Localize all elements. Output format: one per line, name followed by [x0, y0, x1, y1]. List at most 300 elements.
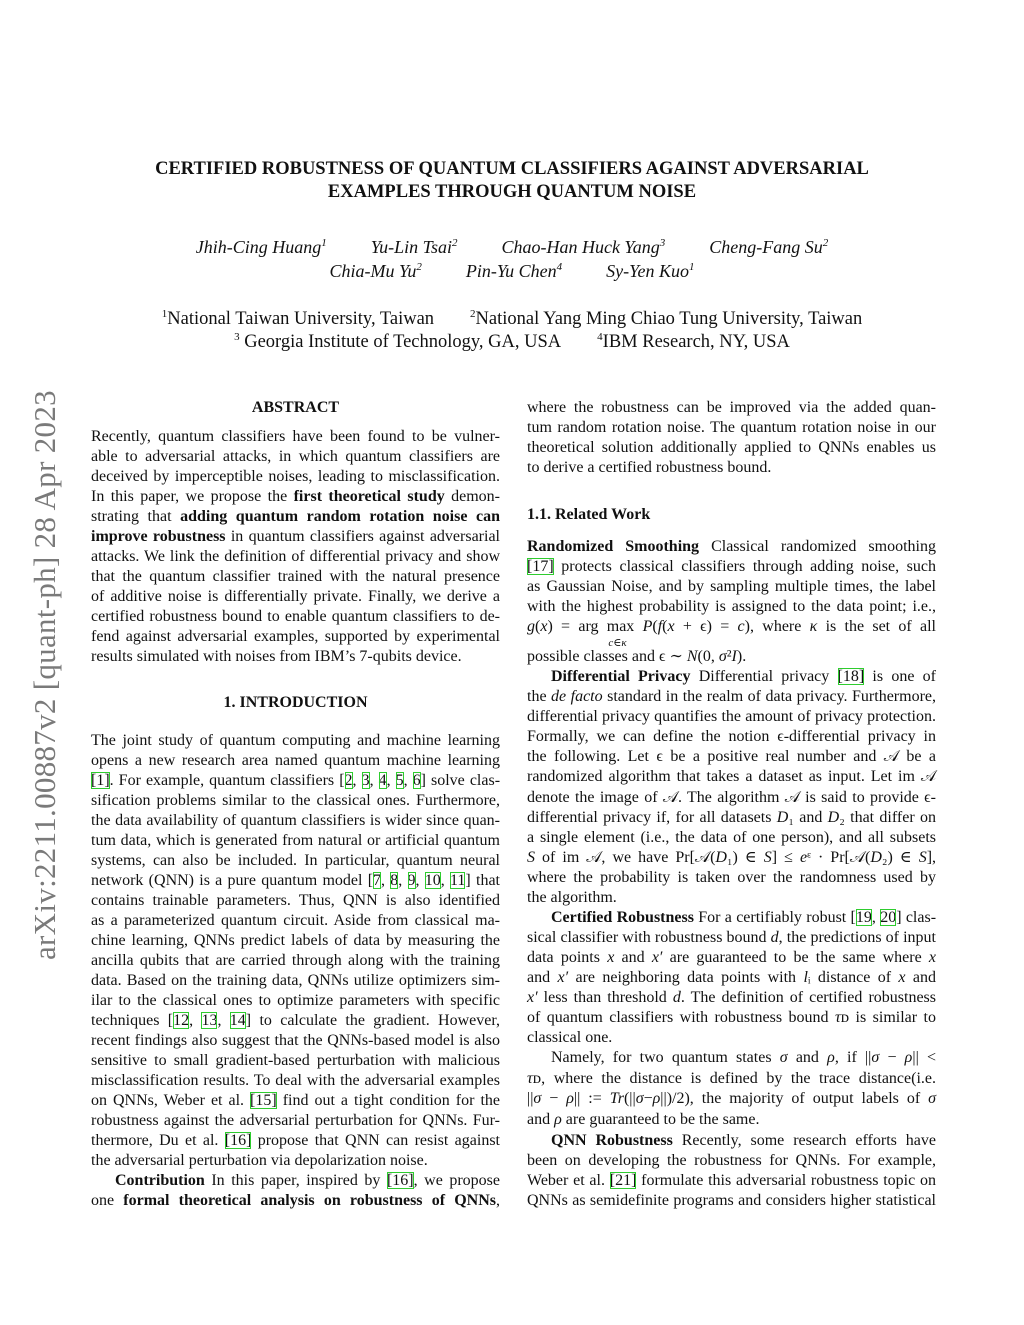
- text-line: [527, 788, 936, 808]
- citation-link[interactable]: 12: [173, 1012, 190, 1029]
- math-symbol: I: [731, 648, 737, 665]
- math-symbol: x: [540, 618, 548, 635]
- text-run: Namely, for two quantum states: [551, 1049, 780, 1066]
- text-line: [91, 991, 500, 1011]
- text-run: thermore, Du et al.: [91, 1132, 225, 1149]
- citation-link[interactable]: [1]: [91, 772, 110, 789]
- math-symbol: ρ: [566, 1090, 574, 1108]
- text-run: ,: [415, 872, 425, 889]
- bold-text: Contribution: [115, 1172, 205, 1189]
- text-line: [91, 731, 500, 751]
- text-line: [527, 1131, 936, 1151]
- math-symbol: S: [918, 848, 927, 866]
- paragraph: [527, 908, 936, 1048]
- text-run: ] solve clas-: [420, 772, 501, 789]
- text-run: the following. Let ϵ be a positive real number and 𝒜 be a: [527, 748, 936, 766]
- text-run: to derive a certified robustness bound.: [527, 459, 772, 476]
- citation-link[interactable]: 10: [424, 872, 441, 889]
- text-run: in quantum classifiers against adversarial: [225, 528, 500, 545]
- text-line: [527, 505, 936, 525]
- math-symbol: D: [870, 848, 882, 866]
- text-line: [527, 667, 936, 687]
- math-symbol: de facto: [551, 688, 603, 706]
- section-heading: [91, 693, 500, 713]
- text-run: ), where: [744, 618, 810, 635]
- text-line: [91, 1191, 500, 1211]
- text-line: [527, 1028, 936, 1048]
- text-run: chine learning, QNNs predict labels of data by measuring the: [91, 932, 500, 949]
- author-name: Cheng-Fang Su: [709, 237, 823, 257]
- text-run: on QNNs, Weber et al.: [91, 1092, 251, 1109]
- text-line: [91, 547, 500, 567]
- bold-text: QNN Robustness: [551, 1132, 673, 1149]
- text-run: and: [527, 1110, 555, 1128]
- citation-link[interactable]: 11: [450, 872, 466, 889]
- text-run: certified robustness bound to enable quantum classifiers to de-: [91, 608, 500, 625]
- text-run: ,: [386, 772, 396, 789]
- text-run: ,: [440, 872, 451, 889]
- author: [466, 261, 562, 281]
- text-run: ABSTRACT: [251, 399, 340, 416]
- text-line: [91, 587, 500, 607]
- math-symbol: S: [527, 848, 535, 866]
- text-run: classical one.: [527, 1029, 613, 1046]
- author-affiliation-mark: 2: [451, 237, 458, 249]
- author: [371, 237, 458, 257]
- math-symbol: x: [607, 949, 615, 966]
- text-run: ᴅ is similar to: [840, 1009, 937, 1026]
- author-affiliation-mark: 2: [822, 237, 829, 249]
- math-symbol: σ: [871, 1049, 880, 1066]
- bold-text: adding quantum random rotation noise can: [180, 508, 501, 525]
- author-row: [0, 260, 1024, 282]
- citation-link[interactable]: [21]: [609, 1172, 637, 1189]
- text-line: [527, 577, 936, 597]
- text-line: [91, 607, 500, 627]
- text-line: [527, 1191, 936, 1211]
- text-line: [91, 1031, 500, 1051]
- citation-link[interactable]: 13: [201, 1012, 218, 1029]
- author-row: [0, 236, 1024, 258]
- affiliation-mark: 2: [470, 308, 476, 320]
- math-symbol: τ: [834, 1009, 841, 1026]
- author-affiliation-mark: 2: [416, 261, 422, 273]
- text-run: formulate this adversarial robustness topic on: [636, 1172, 936, 1189]
- text-run: Differential privacy: [690, 668, 838, 685]
- affiliation: [470, 309, 862, 329]
- text-line: [527, 808, 936, 828]
- math-symbol: σ: [718, 648, 727, 665]
- text-run: differential privacy if, for all datasets: [527, 808, 777, 826]
- text-run: network (QNN) is a pure quantum model [: [91, 872, 374, 889]
- text-run: ,: [496, 1192, 500, 1209]
- citation-link[interactable]: 7: [373, 872, 382, 889]
- citation-link[interactable]: 20: [880, 909, 897, 926]
- text-line: [527, 1069, 936, 1090]
- math-symbol: d: [672, 989, 681, 1006]
- paragraph: [527, 667, 936, 908]
- text-line: [527, 1171, 936, 1191]
- text-line: [527, 687, 936, 707]
- math-symbol: x: [667, 618, 675, 635]
- text-line: [527, 747, 936, 767]
- text-run: + ϵ) =: [674, 618, 738, 635]
- text-run: are guaranteed to be the same.: [561, 1110, 760, 1128]
- math-symbol: ρ: [554, 1110, 562, 1128]
- affiliation-row: [0, 308, 1024, 330]
- text-run: sensitive to small gradient-based perturbation with malicious: [91, 1052, 500, 1069]
- author-affiliation-mark: 3: [659, 237, 666, 249]
- text-line: [91, 1171, 500, 1191]
- text-line: [91, 931, 500, 951]
- text-run: that the quantum classifier trained with the natural presence: [91, 568, 500, 585]
- text-run: . For example, quantum classifiers [: [109, 772, 345, 789]
- math-symbol: σ: [779, 1049, 788, 1066]
- text-run: The joint study of quantum computing and machine learning: [91, 732, 500, 749]
- math-symbol: S: [763, 848, 772, 866]
- citation-link[interactable]: 5: [395, 772, 404, 789]
- text-run: one: [91, 1192, 124, 1209]
- text-run: demon-: [444, 488, 501, 505]
- affiliation-mark: 4: [597, 331, 603, 343]
- text-run: results simulated with noises from IBM’s 7-qubits device.: [91, 648, 462, 665]
- math-symbol: ρ: [652, 1090, 661, 1108]
- text-line: [527, 948, 936, 968]
- paragraph: [91, 1171, 500, 1211]
- math-symbol: x′: [651, 949, 663, 966]
- citation-link[interactable]: 14: [229, 1012, 246, 1029]
- paragraph: [91, 427, 500, 667]
- text-line: [527, 828, 936, 848]
- text-line: [91, 871, 500, 891]
- text-run: are neighboring data points with: [568, 969, 804, 986]
- text-run: (: [662, 618, 668, 635]
- text-line: [91, 567, 500, 587]
- text-run: ],: [926, 848, 937, 866]
- text-run: ,: [369, 772, 379, 789]
- affiliation-name: Georgia Institute of Technology, GA, USA: [239, 332, 562, 352]
- text-run: || <: [912, 1049, 936, 1066]
- text-run: denote the image of 𝒜. The algorithm 𝒜 is said to provide ϵ-: [527, 788, 936, 806]
- text-run: ||: [527, 1090, 534, 1108]
- author-name: Sy-Yen Kuo: [606, 261, 690, 281]
- text-run: recent findings also suggest that the QNNs-based model is also: [91, 1032, 500, 1049]
- text-line: [91, 427, 500, 447]
- citation-link[interactable]: 2: [344, 772, 353, 789]
- text-run: Formally, we can define the notion ϵ-differential privacy in: [527, 728, 936, 746]
- text-run: are guaranteed to be the same where: [662, 949, 929, 966]
- text-run: ,: [403, 772, 413, 789]
- paper-title: [0, 158, 1024, 204]
- text-line: [527, 848, 936, 868]
- citation-link[interactable]: 19: [855, 909, 872, 926]
- text-line: [91, 693, 500, 713]
- text-run: systems, can also be included. In particular, quantum neural: [91, 852, 500, 869]
- text-line: [91, 831, 500, 851]
- text-line: [91, 627, 500, 647]
- text-run: fend against adversarial examples, supported by experimental: [91, 628, 500, 645]
- text-run: find out a tight condition for the: [276, 1092, 500, 1109]
- citation-link[interactable]: 8: [390, 872, 399, 889]
- bold-text: Randomized Smoothing: [527, 538, 700, 555]
- math-symbol: D: [715, 848, 727, 866]
- text-run: the adversarial perturbation via depolarization noise.: [91, 1152, 428, 1169]
- text-run: [634, 618, 642, 635]
- text-line: [91, 771, 500, 791]
- citation-link[interactable]: [16]: [386, 1172, 414, 1189]
- math-symbol: f: [657, 618, 663, 635]
- text-run: , if ||: [834, 1049, 872, 1066]
- citation-link[interactable]: [15]: [250, 1092, 277, 1109]
- math-symbol: σ: [928, 1090, 936, 1108]
- citation-link[interactable]: [17]: [527, 558, 554, 575]
- text-run: QNNs as semidefinite programs and considers higher statistical: [527, 1192, 936, 1209]
- text-run: data points: [527, 949, 608, 966]
- citation-link[interactable]: 9: [407, 872, 416, 889]
- text-run: the algorithm.: [527, 889, 617, 907]
- text-line: [91, 1091, 500, 1111]
- title-line: EXAMPLES THROUGH QUANTUM NOISE: [327, 182, 697, 202]
- text-run: techniques [: [91, 1012, 174, 1029]
- math-symbol: ρ: [904, 1049, 913, 1066]
- affiliation-row: [0, 331, 1024, 353]
- author-name: Pin-Yu Chen: [465, 261, 557, 281]
- text-run: protects classical classifiers through adding noise, such: [553, 558, 936, 575]
- text-line: [91, 447, 500, 467]
- paragraph: [527, 1048, 936, 1130]
- text-run: ] that: [465, 872, 500, 889]
- text-line: [527, 557, 936, 577]
- text-run: (0,: [697, 648, 719, 665]
- text-run: −: [879, 1049, 905, 1066]
- paragraph: [527, 537, 936, 667]
- text-run: misclassification results. To deal with the adversarial examples: [91, 1072, 500, 1089]
- text-run: ,: [217, 1012, 230, 1029]
- text-run: (: [535, 618, 541, 635]
- text-run: as a parameterized quantum circuit. Aside from classical ma-: [91, 912, 500, 929]
- text-run: ²: [726, 648, 732, 665]
- text-line: [527, 458, 936, 478]
- text-run: the: [527, 688, 552, 706]
- author-name: Chao-Han Huck Yang: [501, 237, 660, 257]
- text-line: [527, 968, 936, 988]
- text-line: [527, 928, 936, 948]
- text-line: [91, 791, 500, 811]
- text-run: randomized algorithm that takes a dataset as input. Let im 𝒜: [527, 768, 936, 786]
- math-symbol: x: [928, 949, 936, 966]
- text-line: [527, 1008, 936, 1028]
- text-line: [91, 1071, 500, 1091]
- math-symbol: x′: [557, 969, 569, 986]
- text-run: For a certifiably robust [: [693, 909, 856, 926]
- text-run: 1.1. Related Work: [527, 506, 651, 523]
- text-run: standard in the realm of data privacy. Furthermore,: [602, 688, 936, 706]
- text-run: propose that QNN can resist against: [251, 1132, 500, 1149]
- bold-text: first theoretical study: [293, 488, 445, 505]
- bold-text: Differential Privacy: [551, 668, 691, 685]
- text-run: less than threshold: [537, 989, 673, 1006]
- text-run: deceived by imperceptible noises, leading to misclassification.: [91, 468, 500, 485]
- text-run: with the highest probability is assigned to the data point; i.e.,: [527, 598, 936, 615]
- text-line: [91, 1131, 500, 1151]
- text-run: ] to calculate the gradient. However,: [245, 1012, 501, 1029]
- arxiv-stamp: arXiv:2211.00887v2 [quant-ph] 28 Apr 2023: [27, 390, 62, 960]
- text-run: of quantum classifiers with robustness bound: [527, 1009, 835, 1026]
- text-line: [91, 1011, 500, 1031]
- text-line: [527, 908, 936, 928]
- text-run: ] ≤: [771, 848, 800, 866]
- text-line: [91, 811, 500, 831]
- text-run: robustness against the adversarial perturbation for QNNs. Fur-: [91, 1112, 500, 1129]
- text-line: [527, 1110, 936, 1131]
- bold-text: formal theoretical analysis on robustness of QNNs: [123, 1192, 496, 1209]
- bold-text: Certified Robustness: [551, 909, 694, 926]
- math-symbol: l: [803, 969, 808, 986]
- text-line: [527, 537, 936, 557]
- text-run: where the probability is taken over the randomness used by: [527, 868, 936, 886]
- text-run: ᵋ · Pr[𝒜(: [807, 848, 871, 866]
- text-run: Classical randomized smoothing: [699, 538, 936, 555]
- author-affiliation-mark: 4: [556, 261, 563, 273]
- math-symbol: e: [799, 848, 808, 866]
- text-run: ᵢ distance of: [807, 969, 899, 986]
- author: [329, 261, 421, 281]
- text-run: contains trainable parameters. Thus, QNN is also identified: [91, 892, 500, 909]
- affiliation-name: National Taiwan University, Taiwan: [167, 309, 435, 329]
- paragraph: [527, 398, 936, 478]
- section-heading: [91, 398, 500, 418]
- text-line: [527, 727, 936, 747]
- text-run: the data availability of quantum classifiers is wider since quan-: [91, 812, 500, 829]
- paragraph: [527, 1131, 936, 1211]
- text-run: sical classifier with robustness bound: [527, 929, 771, 946]
- author: [501, 237, 665, 257]
- math-symbol: Tr: [609, 1090, 624, 1108]
- text-run: ,: [381, 872, 391, 889]
- text-line: [527, 1151, 936, 1171]
- math-symbol: τ: [527, 1069, 533, 1087]
- author: [606, 261, 694, 281]
- text-line: [527, 647, 936, 667]
- text-run: and: [527, 969, 558, 986]
- text-run: Recently, some research efforts have: [672, 1132, 937, 1149]
- math-symbol: c: [737, 618, 745, 635]
- text-run: ,: [352, 772, 362, 789]
- text-run: −: [541, 1090, 567, 1108]
- math-symbol: σ: [635, 1090, 644, 1108]
- affiliation-name: National Yang Ming Chiao Tung University, Taiwan: [475, 309, 863, 329]
- text-run: ancilla qubits that are carried through along with the training: [91, 952, 500, 969]
- math-symbol: g: [527, 618, 535, 635]
- text-line: [91, 507, 500, 527]
- text-line: [527, 1089, 936, 1110]
- text-run: theoretical solution additionally applied to QNNs enables us: [527, 439, 936, 456]
- text-line: [527, 988, 936, 1008]
- text-run: and: [905, 969, 936, 986]
- author-name: Yu-Lin Tsai: [370, 237, 452, 257]
- text-run: ₁) ∈: [726, 848, 764, 866]
- text-run: opens a new research area named quantum machine learning: [91, 752, 500, 769]
- affiliation-name: IBM Research, NY, USA: [602, 332, 790, 352]
- text-line: [91, 751, 500, 771]
- text-line: [91, 891, 500, 911]
- math-symbol: P: [642, 618, 653, 635]
- citation-link[interactable]: 3: [361, 772, 370, 789]
- text-line: [527, 868, 936, 888]
- text-run: possible classes and ϵ ∼: [527, 648, 687, 665]
- math-symbol: x: [898, 969, 906, 986]
- text-run: Weber et al.: [527, 1172, 610, 1189]
- affiliation: [162, 309, 434, 329]
- text-run: 1. INTRODUCTION: [223, 694, 368, 711]
- text-run: −: [643, 1090, 653, 1108]
- affiliation-mark: 3: [234, 331, 240, 343]
- citation-link[interactable]: [16]: [224, 1132, 252, 1149]
- affiliation-mark: 1: [161, 308, 168, 320]
- text-run: able to adversarial attacks, in which quantum classifiers are: [91, 448, 500, 465]
- math-symbol: ρ: [827, 1049, 835, 1066]
- math-symbol: σ: [533, 1090, 542, 1108]
- author-affiliation-mark: 1: [321, 237, 327, 249]
- text-line: [527, 767, 936, 787]
- text-run: ||)/2), the majority of output labels of: [660, 1090, 929, 1108]
- text-run: attacks. We link the definition of differential privacy and show: [91, 548, 500, 565]
- text-run: as Gaussian Noise, and by sampling multiple times, the label: [527, 578, 936, 595]
- text-run: ᴅ, where the distance is defined by the trace distance(i.e.: [532, 1069, 936, 1087]
- affiliation: [234, 332, 561, 352]
- text-run: of im 𝒜, we have Pr[𝒜(: [535, 848, 716, 866]
- text-run: ).: [736, 648, 747, 665]
- text-run: and: [614, 949, 652, 966]
- text-line: [91, 1111, 500, 1131]
- text-run: Recently, quantum classifiers have been found to be vulner-: [91, 428, 500, 445]
- text-line: [91, 487, 500, 507]
- text-run: , the predictions of input: [778, 929, 937, 946]
- text-run: (||: [623, 1090, 636, 1108]
- text-line: [91, 911, 500, 931]
- author-name: Chia-Mu Yu: [329, 261, 417, 281]
- text-run: , we propose: [413, 1172, 500, 1189]
- text-run: ] clas-: [896, 909, 937, 926]
- text-run: In this paper, inspired by: [204, 1172, 387, 1189]
- text-line: [91, 951, 500, 971]
- citation-link[interactable]: 4: [378, 772, 387, 789]
- text-run: a single element (i.e., the data of one person), and all subsets: [527, 828, 936, 846]
- text-run: ₂ that differ on: [839, 808, 936, 826]
- text-line: [527, 707, 936, 727]
- author-name: Jhih-Cing Huang: [195, 237, 322, 257]
- text-run: of additive noise is differentially private. Finally, we derive a: [91, 588, 500, 605]
- text-line: [91, 467, 500, 487]
- text-line: [527, 597, 936, 617]
- affiliation: [597, 332, 790, 352]
- text-run: where the robustness can be improved via the added quan-: [527, 399, 936, 416]
- math-symbol: D: [827, 808, 840, 826]
- text-line: [91, 851, 500, 871]
- text-run: sification problems similar to the classical ones. Furthermore,: [91, 792, 500, 809]
- text-line: [91, 971, 500, 991]
- citation-link[interactable]: [18]: [837, 668, 865, 685]
- text-line: [91, 1151, 500, 1171]
- text-line: g(x) = arg maxc∈κ P(f(x + ϵ) = c), where κ is the set of all: [527, 618, 937, 649]
- citation-link[interactable]: 6: [412, 772, 421, 789]
- text-run: is the set of all: [817, 618, 937, 635]
- math-symbol: D: [776, 808, 789, 826]
- text-line: [527, 1048, 936, 1069]
- text-run: ,: [871, 909, 881, 926]
- text-run: is one of: [864, 668, 937, 685]
- text-line: [91, 398, 500, 418]
